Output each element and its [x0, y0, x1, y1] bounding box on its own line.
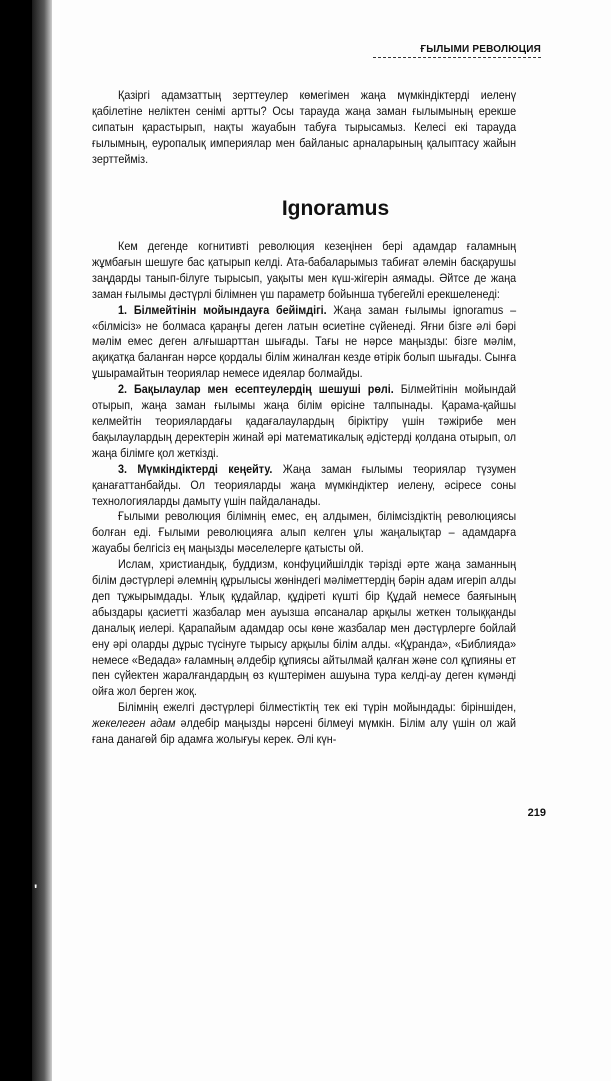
body-text: [92, 239, 516, 748]
scan-artifact-mark: ': [34, 881, 38, 897]
book-page: [60, 0, 611, 1081]
scan-edge-shadow: [32, 0, 52, 1081]
intro-block: [92, 88, 516, 168]
list-item-3: [92, 462, 516, 510]
body-paragraph-4: [92, 700, 516, 748]
body-paragraph-4-emphasis: жекелеген адам: [92, 717, 176, 731]
list-item-2: [92, 382, 516, 462]
body-paragraph-1: Кем дегенде когнитивті революция кезеңінен бері адамдар ғаламның жұмбағын шешуге бас қатырып келді. Ата-бабаларымыз табиғат әлемін басқарушы заңдарды танып-білуге тырысып, уақыты мен күш-жігерін аямады. Әйтсе де жаңа заман ғылымы дәстүрлі білімнен үш параметр бойынша түбегейлі ерекшеленеді:: [92, 240, 517, 301]
running-header: ҒЫЛЫМИ РЕВОЛЮЦИЯ: [373, 44, 541, 58]
list-item-2-heading: 2. Бақылаулар мен есептеулердің шешуші рөлі.: [118, 383, 394, 397]
body-paragraph-3: Ислам, христиандық, буддизм, конфуцийшілдік тәрізді әрте жаңа заманның білім дәстүрлері әлемнің құрылысы жөніндегі мәліметтердің бәрін адам игеріп алды деп тұжырымдады. Ұлық құдайлар, құдіреті күшті бір Құдай немесе баяғының абыздары қасиетті жазбалар мен ауызша әпсаналар арқылы жеткен толыққанды даналық иелері. Қарапайым адамдар осы көне жазбалар мен дәстүрлерге бойлай ену әрі оларды дұрыс түсінуге тырысу арқылы білім алды. «Құранда», «Библияда» немесе «Ведада» ғаламның әлдебір құпиясы айтылмай қалған және сол құпияны ет пен сүйектен жаралғандардың өз күштерімен ашуына тура келді-ау деген күмәнді ойға жол берген жоқ.: [92, 558, 517, 699]
body-paragraph-4-end: әлдебір маңызды нәрсені білмеуі мүмкін. Білім алу үшін ол жай ғана данагөй бір адамға жолығуы керек. Әлі күн-: [92, 717, 517, 747]
page-number: 219: [527, 807, 546, 819]
list-item-3-heading: 3. Мүмкіндіктерді кеңейту.: [118, 462, 273, 476]
list-item-1: [92, 303, 516, 383]
list-item-2-text: Білмейтінін мойындай отырып, жаңа заман ғылымы жаңа білім өрісіне талпынады. Қарама-қайшы келмейтін теориялардағы қадағалаулардың біріктіру үшін тәжірибе мен бақылаулардың деректерін жинай әрі математикалық әдістерді қолдана отырып, ол жаңа білімге қол жеткізді.: [92, 383, 517, 460]
section-title: Ignoramus: [281, 197, 390, 220]
body-paragraph-4-start: Білімнің ежелгі дәстүрлері білместіктің тек екі түрін мойындады: біріншіден,: [118, 701, 517, 715]
list-item-1-text: Жаңа заман ғылымы ignoramus – «білмісіз» не болмаса қараңғы деген латын өсиетіне сүйенеді. Яғни бізге әлі бәрі мәлім емес деген алғышарттан шығады. Тағы не нәрсе маңызды: бізге мәлім, ақиқатқа баланған нәрсе қордалы білім жиналған кезде өтірік болып шығады. Сынға ұшырамайтын теориялар немесе идеялар болмайды.: [92, 303, 517, 381]
body-paragraph-2: Ғылыми революция білімнің емес, ең алдымен, білімсіздіктің революциясы болған еді. Ғылыми революцияға алып келген ұлы жаңалықтар – адамдарға жауабы белгісіз ең маңызды мәселелерге қатысты ой.: [92, 510, 517, 556]
list-item-1-heading: 1. Білмейтінін мойындауға бейімдігі.: [118, 303, 327, 317]
scan-edge-dark: [0, 0, 32, 1081]
intro-paragraph: Қазіргі адамзаттың зерттеулер көмегімен жаңа мүмкіндіктерді иеленү қабілетіне неліктен сенімі артты? Осы тарауда жаңа заман ғылымының ерекше сипатын қарастырып, нақты жауабын табуға тырысамыз. Келесі екі тарауда ғылымның, еуропалық империялар мен байланыс арналарының қалыптасу жайын зерттейміз.: [92, 89, 517, 166]
list-item-3-text: Жаңа заман ғылымы теориялар түзумен қанағаттанбайды. Ол теорияларды жаңа мүмкіндіктер иелену, әсіресе соны технологияларды дамыту үшін пайдаланады.: [92, 462, 517, 508]
